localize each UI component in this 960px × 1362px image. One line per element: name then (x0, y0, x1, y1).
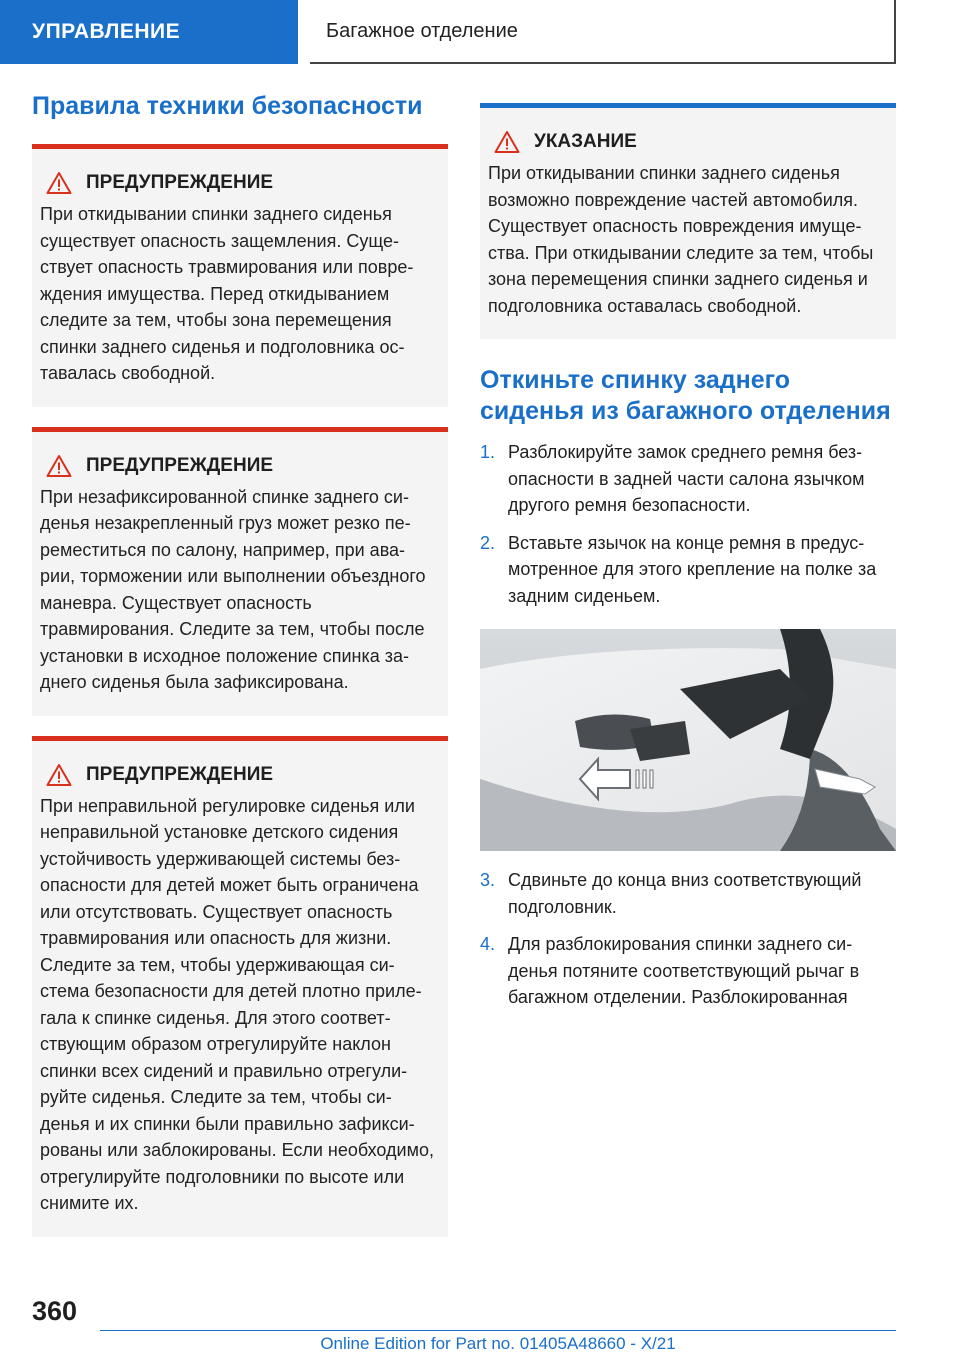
step-text: Сдвиньте до конца вниз соответствующий подголовник. (508, 870, 862, 917)
warning-label: ПРЕДУПРЕЖДЕНИЕ (86, 763, 274, 785)
warning-label: ПРЕДУПРЕЖДЕНИЕ (86, 172, 274, 193)
subsection-title: Откиньте спинку заднего сиденья из багажного отделения (480, 366, 891, 425)
seatbelt-illustration (480, 629, 896, 851)
section-title: Правила техники безопасности (32, 92, 423, 120)
warning-text: При откидывании спинки заднего сиденья существует опасность защемления. Суще-ствует опасность травмирования или повре-ждения имущества. Перед откидыванием следите за тем, чтобы зона перемещения спинки заднего сиденья и подголовника ос-тавалась свободной. (40, 204, 414, 383)
warning-triangle-icon (46, 763, 72, 787)
footer-edition: Online Edition for Part no. 01405A48660 - X/21 (320, 1334, 676, 1353)
list-item (480, 439, 896, 519)
warning-triangle-icon (46, 454, 72, 478)
step-number: 4. (480, 934, 496, 954)
warning-box-1 (32, 144, 448, 407)
step-number: 3. (480, 870, 496, 890)
note-label: УКАЗАНИЕ (534, 131, 637, 152)
header-section-tab: УПРАВЛЕНИЕ (0, 0, 298, 64)
note-heading (488, 130, 882, 154)
list-item (480, 867, 896, 920)
steps-list (480, 439, 896, 609)
warning-triangle-icon (494, 130, 520, 154)
warning-label: ПРЕДУПРЕЖДЕНИЕ (86, 454, 274, 476)
warning-box-2 (32, 427, 448, 716)
warning-text: При незафиксированной спинке заднего си-денья незакрепленный груз может резко пе-реместиться по салону, например, при ава-рии, торможении или выполнении объездного маневра. Существует опасность травмирования. Следите за тем, чтобы после установки в исходное положение спинка за-днего сиденья была зафиксирована. (40, 486, 426, 692)
warning-triangle-icon (46, 171, 72, 195)
step-text: Разблокируйте замок среднего ремня без-опасности в задней части салона язычком другого ремня безопасности. (508, 442, 865, 515)
footer-divider (100, 1330, 896, 1331)
step-text: Для разблокирования спинки заднего си-денья потяните соответствующий рычаг в багажном отделении. Разблокированная (508, 934, 860, 1007)
step-number: 2. (480, 532, 496, 553)
list-item (480, 931, 896, 1011)
warning-text: При неправильной регулировке сиденья или неправильной установке детского сидения устойчивость удерживающей системы без-опасности для детей может быть ограничена или отсутствовать. Существует опасность травмирования или опасность для жизни. Следите за тем, чтобы удерживающая си-стема безопасности для детей плотно приле-гала к спинке сиденья. Для этого соответ-ствующим образом отрегулируйте наклон спинки всех сидений и правильно отрегули-руйте сиденья. Следите за тем, чтобы си-денья и их спинки были правильно зафикси-рованы или заблокированы. Если необходимо, отрегулируйте подголовники по высоте или снимите их. (40, 795, 434, 1213)
steps-list-continued (480, 867, 896, 1011)
right-column (480, 103, 896, 1022)
note-box (480, 103, 896, 339)
warning-heading (40, 171, 434, 195)
warning-heading (40, 454, 434, 478)
step-number: 1. (480, 442, 496, 462)
page-number: 360 (32, 1296, 78, 1326)
warning-box-3 (32, 736, 448, 1237)
left-column (32, 90, 448, 1257)
note-text: При откидывании спинки заднего сиденья возможно повреждение частей автомобиля. Существует опасность повреждения имуще-ства. При откидывании следите за тем, чтобы зона перемещения спинки заднего сиденья и подголовника оставалась свободной. (488, 163, 874, 316)
warning-heading (40, 763, 434, 787)
step-text: Вставьте язычок на конце ремня в предус-мотренное для этого крепление на полке за задним сиденьем. (508, 532, 877, 606)
header-chapter: Багажное отделение (310, 0, 896, 64)
list-item (480, 530, 896, 610)
